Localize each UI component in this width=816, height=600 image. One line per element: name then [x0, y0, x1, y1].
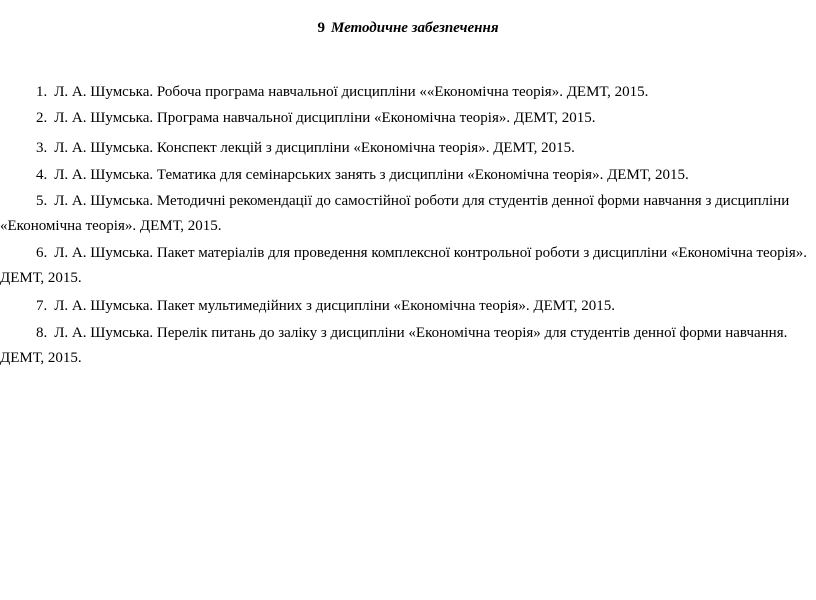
reference-text: Л. А. Шумська. Робоча програма навчальної дисципліни ««Економічна теорія». ДЕМТ, 2015. — [54, 84, 649, 100]
reference-text: Л. А. Шумська. Конспект лекцій з дисципліни «Економічна теорія». ДЕМТ, 2015. — [54, 140, 575, 156]
reference-item — [0, 80, 812, 105]
reference-number: 4. — [36, 167, 48, 183]
section-title: Методичне забезпечення — [330, 20, 499, 36]
reference-item — [0, 136, 812, 161]
reference-item — [0, 241, 812, 291]
reference-number: 1. — [36, 84, 48, 100]
section-number: 9 — [317, 20, 325, 36]
reference-text: Л. А. Шумська. Перелік питань до заліку з дисципліни «Економічна теорія» для студентів денної форми навчання. ДЕМТ, 2015. — [0, 325, 788, 366]
reference-text: Л. А. Шумська. Пакет матеріалів для проведення комплексної контрольної роботи з дисципліни «Економічна теорія». ДЕМТ, 2015. — [0, 245, 808, 286]
reference-number: 8. — [36, 325, 48, 341]
reference-item — [0, 294, 812, 319]
reference-text: Л. А. Шумська. Програма навчальної дисципліни «Економічна теорія». ДЕМТ, 2015. — [54, 110, 596, 126]
reference-item — [0, 321, 812, 371]
section-heading — [0, 20, 816, 37]
reference-item — [0, 163, 812, 188]
reference-item — [0, 106, 812, 131]
reference-number: 7. — [36, 298, 48, 314]
reference-text: Л. А. Шумська. Тематика для семінарських занять з дисципліни «Економічна теорія». ДЕМТ, 2015. — [54, 167, 689, 183]
reference-text: Л. А. Шумська. Методичні рекомендації до самостійної роботи для студентів денної форми навчання з дисципліни «Економічна теорія». ДЕМТ, 2015. — [0, 193, 790, 234]
reference-number: 2. — [36, 110, 48, 126]
reference-number: 3. — [36, 140, 48, 156]
reference-number: 5. — [36, 193, 48, 209]
reference-text: Л. А. Шумська. Пакет мультимедійних з дисципліни «Економічна теорія». ДЕМТ, 2015. — [54, 298, 616, 314]
reference-number: 6. — [36, 245, 48, 261]
reference-item — [0, 189, 812, 239]
